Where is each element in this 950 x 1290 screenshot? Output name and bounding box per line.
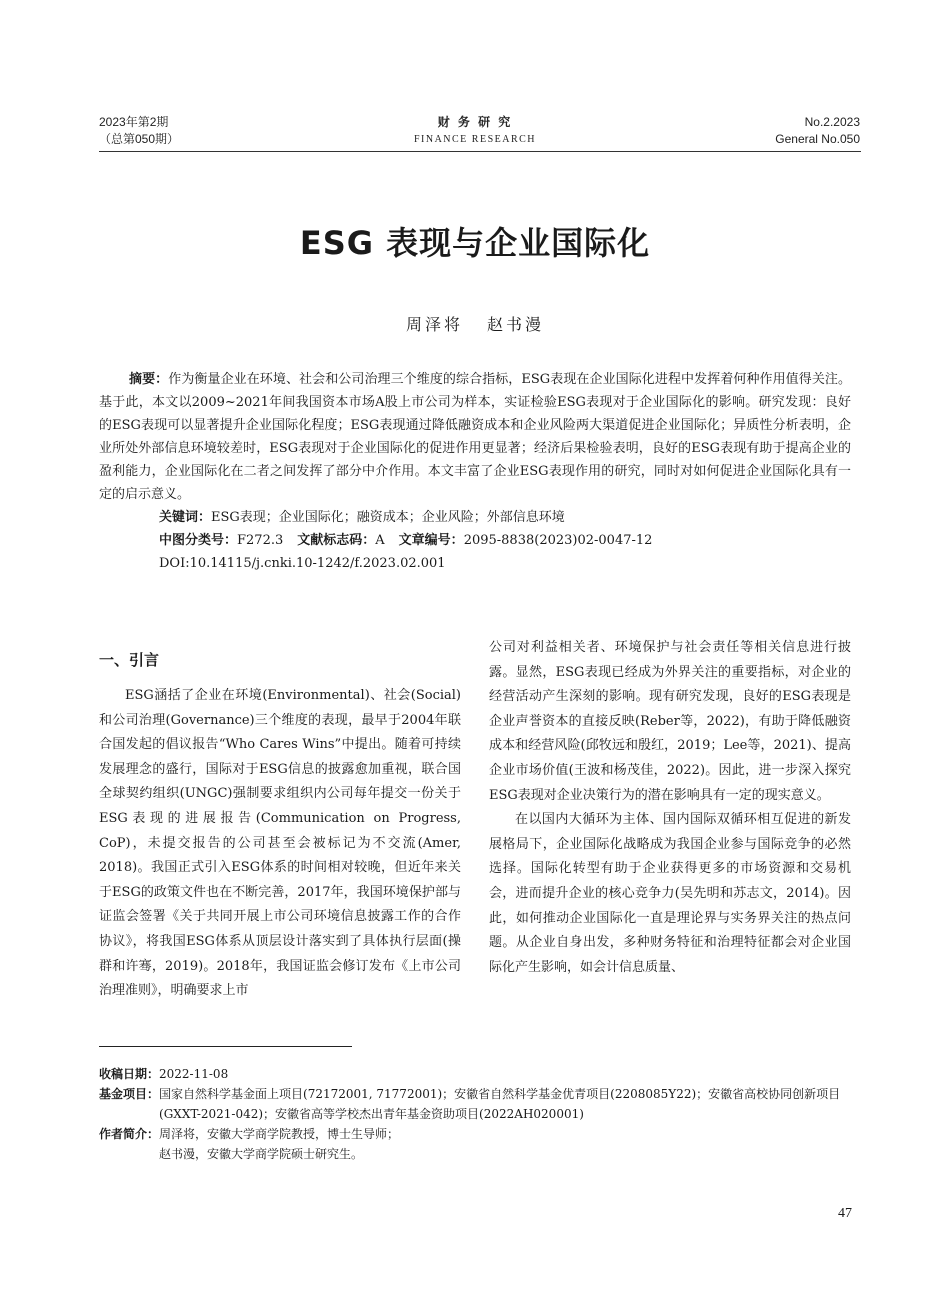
- author-list: [0, 312, 950, 335]
- author-bio: [99, 1124, 859, 1164]
- clc-label: 中图分类号：: [159, 533, 238, 548]
- body-column-right: [489, 636, 851, 980]
- journal-name-cn: 财 务 研 究: [437, 115, 513, 129]
- page-number: 47: [838, 1206, 852, 1221]
- author-name: 赵书漫: [487, 315, 545, 334]
- body-paragraph: 在以国内大循环为主体、国内国际双循环相互促进的新发展格局下，企业国际化战略成为我国企业参与国际竞争的必然选择。国际化转型有助于企业获得更多的市场资源和交易机会，进而提升企业的核心竞争力(吴先明和苏志文，2014)。因此，如何推动企业国际化一直是理论界与实务界关注的热点问题。从企业自身出发，多种财务特征和治理特征都会对企业国际化产生影响，如会计信息质量、: [489, 812, 851, 975]
- journal-name-en: FINANCE RESEARCH: [413, 134, 537, 145]
- footnote-rule: [99, 1046, 352, 1047]
- footnotes: [99, 1064, 859, 1164]
- abstract-text: 作为衡量企业在环境、社会和公司治理三个维度的综合指标，ESG表现在企业国际化进程中发挥着何种作用值得关注。基于此，本文以2009~2021年间我国资本市场A股上市公司为样本，实证检验ESG表现对于企业国际化的影响。研究发现：良好的ESG表现可以显著提升企业国际化程度；ESG表现通过降低融资成本和企业风险两大渠道促进企业国际化；异质性分析表明，企业所处外部信息环境较差时，ESG表现对于企业国际化的促进作用更显著；经济后果检验表明，良好的ESG表现有助于提高企业的盈利能力，企业国际化在二者之间发挥了部分中介作用。本文丰富了企业ESG表现作用的研究，同时对如何促进企业国际化具有一定的启示意义。: [99, 372, 851, 502]
- header-issue-total: （总第050期）: [99, 132, 180, 146]
- body-column-left: [99, 648, 461, 1004]
- keywords-label: 关键词：: [159, 510, 212, 525]
- fund-projects: [99, 1084, 859, 1124]
- header-issue-en: [775, 114, 860, 148]
- article-number-label: 文章编号：: [398, 533, 464, 548]
- abstract-label: 摘要：: [129, 372, 169, 387]
- header-general-number: General No.050: [775, 132, 860, 146]
- abstract-block: [99, 368, 851, 575]
- classification-line: [99, 529, 851, 552]
- abstract: [99, 368, 851, 506]
- paper-title: ESG 表现与企业国际化: [299, 224, 651, 262]
- received-label: 收稿日期：: [99, 1067, 160, 1081]
- clc-value: F272.3: [237, 533, 284, 548]
- body-paragraph: 公司对利益相关者、环境保护与社会责任等相关信息进行披露。显然，ESG表现已经成为外界关注的重要指标，对企业的经营活动产生深刻的影响。现有研究发现，良好的ESG表现是企业声誉资本的直接反映(Reber等，2022)，有助于降低融资成本和经营风险(邱牧远和殷红，2019；Lee等，2021)、提高企业市场价值(王波和杨茂佳，2022)。因此，进一步深入探究ESG表现对企业决策行为的潜在影响具有一定的现实意义。: [489, 640, 851, 803]
- fund-label: 基金项目：: [99, 1087, 160, 1101]
- article-number-value: 2095-8838(2023)02-0047-12: [463, 533, 653, 548]
- fund-value: 国家自然科学基金面上项目(72172001, 71772001)；安徽省自然科学基金优青项目(2208085Y22)；安徽省高校协同创新项目(GXXT-2021-042)；安徽省高等学校杰出青年基金资助项目(2022AH020001): [159, 1087, 841, 1121]
- doc-code-label: 文献标志码：: [297, 533, 376, 548]
- received-value: 2022-11-08: [159, 1067, 229, 1081]
- keywords-text: ESG表现；企业国际化；融资成本；企业风险；外部信息环境: [211, 510, 565, 525]
- doi: DOI:10.14115/j.cnki.10-1242/f.2023.02.001: [159, 556, 446, 571]
- author-name: 周泽将: [405, 315, 463, 334]
- author-bio-2: 赵书漫，安徽大学商学院硕士研究生。: [159, 1147, 364, 1161]
- doc-code-value: A: [375, 533, 385, 548]
- body-paragraph: ESG涵括了企业在环境(Environmental)、社会(Social)和公司治理(Governance)三个维度的表现，最早于2004年联合国发起的倡议报告“Who Cares Wins”中提出。随着可持续发展理念的盛行，国际对于ESG信息的披露愈加重视，联合国全球契约组织(UNGC)强制要求组织内公司每年提交一份关于ESG表现的进展报告(Communication on Progress, CoP)，未提交报告的公司甚至会被标记为不交流(Amer, 2018)。我国正式引入ESG体系的时间相对较晚，但近年来关于ESG的政策文件也在不断完善，2017年，我国环境保护部与证监会签署《关于共同开展上市公司环境信息披露工作的合作协议》，将我国ESG体系从顶层设计落实到了具体执行层面(操群和许骞，2019)。2018年，我国证监会修订发布《上市公司治理准则》，明确要求上市: [99, 688, 461, 999]
- author-bio-1: 周泽将，安徽大学商学院教授，博士生导师；: [159, 1127, 400, 1141]
- author-bio-label: 作者简介：: [99, 1127, 160, 1141]
- section-heading: 一、引言: [99, 651, 160, 669]
- received-date: [99, 1064, 859, 1084]
- header-issue-year: 2023年第2期: [99, 115, 169, 129]
- header-issue-number: No.2.2023: [804, 115, 860, 129]
- header-rule: [99, 151, 861, 152]
- keywords: [99, 506, 851, 529]
